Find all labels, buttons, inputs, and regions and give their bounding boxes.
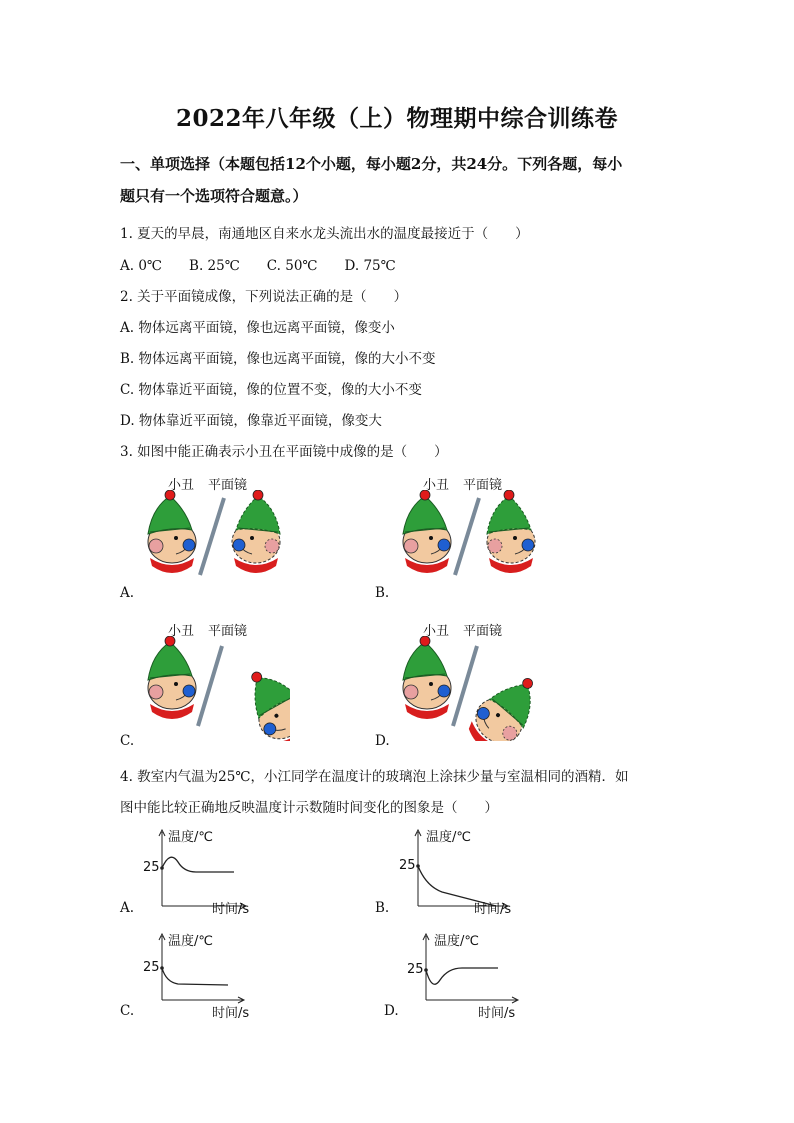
- x-axis-label: 时间/s: [474, 902, 512, 917]
- page-title: 2022年八年级（上）物理期中综合训练卷: [175, 105, 618, 132]
- section-heading: [120, 148, 680, 212]
- q4-option-c: C.: [120, 1003, 135, 1019]
- section-line-2: 题只有一个选项符合题意。）: [120, 187, 308, 205]
- q2-option-a: A. 物体远离平面镜，像也远离平面镜，像变小: [120, 320, 395, 336]
- mirror-label: 平面镜: [208, 624, 248, 639]
- q3-figure-a: [140, 472, 290, 582]
- q3-option-b: B.: [375, 585, 390, 601]
- mirror-label: 平面镜: [208, 478, 248, 493]
- y-axis-label: 温度/℃: [426, 830, 471, 845]
- tick-25: 25: [143, 860, 160, 875]
- q3-option-a: A.: [120, 585, 135, 601]
- q3-figure-d: [395, 618, 545, 738]
- q4-stem-line-1: 4. 教室内气温为25℃，小江同学在温度计的玻璃泡上涂抹少量与室温相同的酒精．如: [120, 769, 629, 785]
- x-axis-label: 时间/s: [478, 1006, 516, 1021]
- q1-options: A. 0℃ B. 25℃ C. 50℃ D. 75℃: [120, 258, 396, 274]
- q4-option-a: A.: [120, 900, 135, 916]
- q3-stem: 3. 如图中能正确表示小丑在平面镜中成像的是（ ）: [120, 444, 448, 460]
- clown-label: 小丑: [168, 624, 195, 639]
- q2-option-c: C. 物体靠近平面镜，像的位置不变，像的大小不变: [120, 382, 422, 398]
- y-axis-label: 温度/℃: [168, 934, 213, 949]
- tick-25: 25: [143, 960, 160, 975]
- q3-figure-c: [140, 618, 290, 738]
- q4-stem-line-2: 图中能比较正确地反映温度计示数随时间变化的图象是（ ）: [120, 800, 498, 816]
- tick-25: 25: [399, 858, 416, 873]
- tick-25: 25: [407, 962, 424, 977]
- q4-option-b: B.: [375, 900, 390, 916]
- q2-stem: 2. 关于平面镜成像，下列说法正确的是（ ）: [120, 289, 408, 305]
- q1-stem: 1. 夏天的早晨，南通地区自来水龙头流出水的温度最接近于（ ）: [120, 226, 529, 242]
- y-axis-label: 温度/℃: [168, 830, 213, 845]
- section-line-1: 一、单项选择（本题包括12个小题，每小题2分，共24分。下列各题，每小: [120, 155, 623, 173]
- q4-graph-c: [140, 930, 250, 1010]
- clown-label: 小丑: [168, 478, 195, 493]
- clown-mirror-diagram: [395, 490, 545, 580]
- mirror-label: 平面镜: [463, 624, 503, 639]
- clown-label: 小丑: [423, 624, 450, 639]
- q4-option-d: D.: [384, 1003, 399, 1019]
- clown-mirror-diagram: [140, 490, 290, 580]
- q4-graph-d: [404, 930, 524, 1010]
- q2-option-d: D. 物体靠近平面镜，像靠近平面镜，像变大: [120, 413, 382, 429]
- x-axis-label: 时间/s: [212, 902, 250, 917]
- q3-figure-b: [395, 472, 545, 582]
- q2-option-b: B. 物体远离平面镜，像也远离平面镜，像的大小不变: [120, 351, 436, 367]
- clown-mirror-diagram: [395, 636, 545, 741]
- mirror-label: 平面镜: [463, 478, 503, 493]
- clown-mirror-diagram: [140, 636, 290, 741]
- x-axis-label: 时间/s: [212, 1006, 250, 1021]
- clown-label: 小丑: [423, 478, 450, 493]
- y-axis-label: 温度/℃: [434, 934, 479, 949]
- q3-option-d: D.: [375, 733, 390, 749]
- q3-option-c: C.: [120, 733, 135, 749]
